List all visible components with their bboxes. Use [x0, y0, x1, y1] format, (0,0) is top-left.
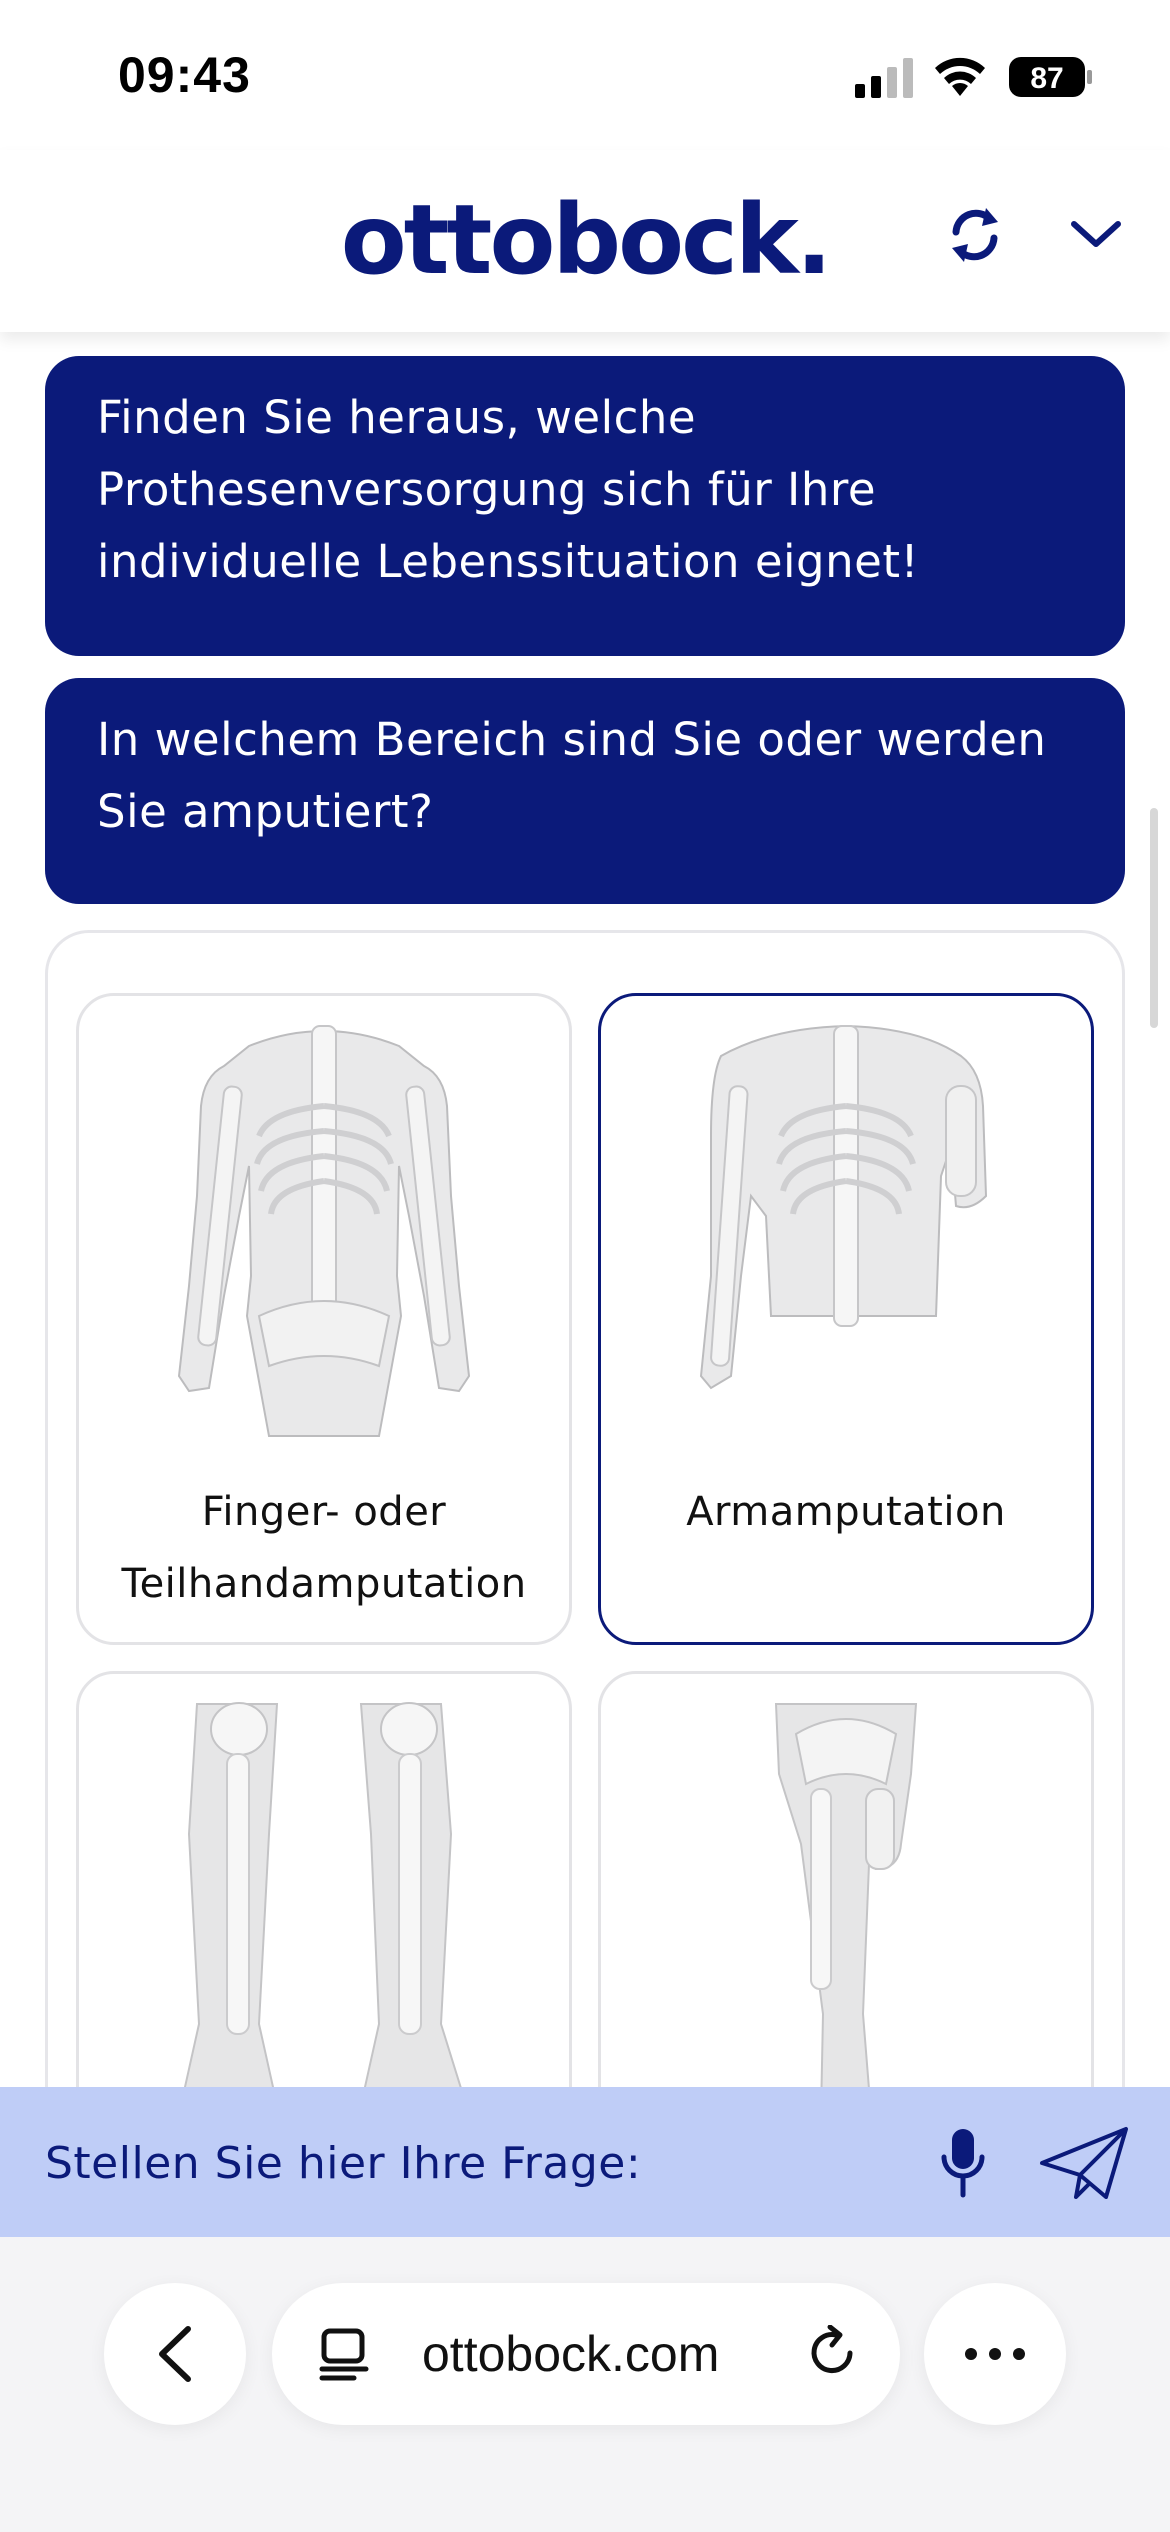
address-bar[interactable] — [272, 2283, 900, 2425]
option-leg-transfemoral[interactable] — [598, 1671, 1094, 2087]
reload-icon[interactable] — [806, 2325, 862, 2381]
chat-area[interactable] — [0, 332, 1170, 2087]
reader-icon — [318, 2327, 372, 2381]
arm-amputation-skeleton-illustration — [601, 1016, 1091, 1456]
amputation-options-card — [45, 930, 1125, 2087]
ottobock-logo: ottobock. — [340, 184, 830, 296]
app-header — [0, 150, 1170, 332]
question-input-bar — [0, 2087, 1170, 2237]
battery-level: 87 — [1030, 62, 1064, 95]
status-bar — [0, 0, 1170, 150]
option-leg-bilateral[interactable] — [76, 1671, 572, 2087]
browser-toolbar — [0, 2237, 1170, 2532]
back-icon — [150, 2323, 200, 2385]
microphone-icon[interactable] — [938, 2127, 988, 2199]
refresh-icon[interactable] — [942, 202, 1008, 268]
legs-skeleton-illustration — [79, 1694, 569, 2087]
chat-message-question: In welchem Bereich sind Sie oder werden Sie amputiert? — [45, 678, 1125, 904]
send-icon[interactable] — [1036, 2123, 1132, 2203]
wifi-icon — [932, 52, 988, 98]
url-text: ottobock.com — [422, 2326, 720, 2382]
leg-amputation-skeleton-illustration — [601, 1694, 1091, 2087]
chevron-down-icon[interactable] — [1068, 214, 1124, 254]
cellular-signal-icon — [855, 58, 915, 98]
more-button[interactable] — [924, 2283, 1066, 2425]
option-arm-amputation[interactable] — [598, 993, 1094, 1645]
question-input[interactable] — [45, 2131, 905, 2195]
chat-message-intro: Finden Sie heraus, welche Prothesenversorgung sich für Ihre individuelle Lebenssituation eignet! — [45, 356, 1125, 656]
option-label: Finger- oder Teilhandamputation — [121, 1489, 527, 1607]
option-finger-partial-hand[interactable] — [76, 993, 572, 1645]
back-button[interactable] — [104, 2283, 246, 2425]
full-skeleton-illustration — [79, 1016, 569, 1456]
more-icon — [960, 2339, 1030, 2369]
battery-icon — [1008, 56, 1094, 98]
status-time: 09:43 — [118, 47, 251, 103]
chat-scrollbar[interactable] — [1150, 808, 1158, 1028]
option-label: Armamputation — [686, 1489, 1006, 1535]
